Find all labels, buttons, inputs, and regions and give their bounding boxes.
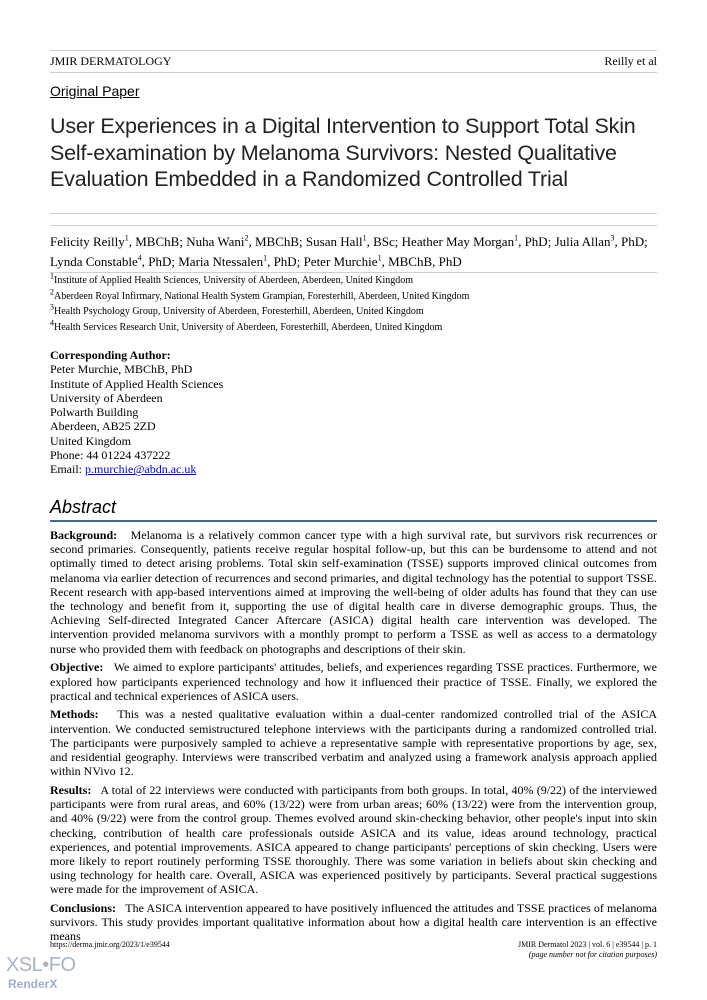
title-rule-1 (50, 213, 657, 214)
footer-citation: JMIR Dermatol 2023 | vol. 6 | e39544 | p. 1 (517, 940, 657, 949)
section-label: Methods: (50, 707, 99, 722)
corresponding-line: Institute of Applied Health Sciences (50, 376, 224, 391)
affiliation-number: 4 (50, 318, 54, 328)
author-affiliation-marker: 4 (137, 253, 142, 263)
corresponding-line: University of Aberdeen (50, 390, 163, 405)
author-name: Nuha Wani (186, 234, 245, 249)
author-name: Felicity Reilly (50, 234, 125, 249)
corresponding-line: Phone: 44 01224 437222 (50, 448, 171, 463)
affiliation-item (50, 320, 657, 336)
author-degree: , MBChB, PhD (381, 253, 462, 269)
corresponding-line: United Kingdom (50, 433, 131, 448)
affiliation-number: 2 (50, 287, 54, 297)
author-name: Maria Ntessalen (178, 253, 264, 269)
article-type: Original Paper (50, 83, 140, 99)
abstract-methods (50, 707, 657, 778)
affiliation-number: 1 (50, 271, 54, 281)
author-name: Heather May Morgan (401, 234, 515, 249)
corresponding-line: Aberdeen, AB25 2ZD (50, 419, 156, 434)
email-link[interactable]: p.murchie@abdn.ac.uk (85, 462, 197, 477)
footer-citation-block (518, 940, 657, 960)
journal-name: JMIR DERMATOLOGY (50, 54, 172, 68)
section-label: Background: (50, 528, 118, 542)
header-bottom-rule (50, 72, 657, 73)
section-label: Objective: (50, 660, 104, 675)
section-text: We aimed to explore participants' attitudes, beliefs, and experiences regarding TSSE practices. Furthermore, we explored how participants experienced technology and how it influenced their practice of TSSE. Finally, we explored the practical and technical experiences of ASICA users. (50, 660, 657, 703)
author-name: Susan Hall (305, 234, 363, 249)
section-text: A total of 22 interviews were conducted with participants from both groups. In total, 40% (9/22) of the interviewed participants were from rural areas, and 60% (13/22) were from urban areas; 60% (13/22) were from the intervention group, and 40% (9/22) were from the control group. Themes evolved around skin-checking behavior, other people's input into skin checking, contribution of health care professionals outside ASICA and its value, ideas around technology, practical experiences, and potential improvements. ASICA appeared to change participants' perceptions of skin checking. Users were more likely to report routinely performing TSSE thoroughly. There was some variation in beliefs about skin checking and using technology for health care. Overall, ASICA was experienced positively by participants. Several practical suggestions were made for the improvement of ASICA. (50, 782, 658, 897)
abstract-objective (50, 660, 657, 703)
section-label: Results: (50, 782, 92, 797)
author-affiliation-marker: 3 (610, 233, 615, 243)
running-header (50, 54, 657, 68)
abstract-body (50, 528, 657, 948)
title-rule-2 (50, 225, 657, 226)
author-name: Lynda Constable (50, 253, 138, 269)
author-affiliation-marker: 1 (362, 233, 367, 243)
section-text: The ASICA intervention appeared to have positively influenced the attitudes and TSSE practices of melanoma survivors. This study provides important qualitative information about how a digital health care intervention is an effective means (50, 901, 657, 944)
abstract-results (50, 783, 657, 897)
affiliation-item (50, 304, 657, 320)
author-affiliation-marker: 1 (263, 253, 268, 263)
affiliation-text: Health Services Research Unit, University of Aberdeen, Foresterhill, Aberdeen, United Kingdom (54, 321, 443, 333)
affiliation-list (50, 273, 657, 335)
affiliation-text: Institute of Applied Health Sciences, University of Aberdeen, Aberdeen, United Kingdom (54, 275, 414, 286)
article-title: User Experiences in a Digital Intervention to Support Total Skin Self-examination by Melanoma Survivors: Nested Qualitative Evaluation Embedded in a Randomized Controlled Trial (50, 114, 636, 191)
affiliation-number: 3 (50, 302, 54, 312)
renderx-watermark: RenderX (8, 977, 58, 991)
author-name: Julia Allan (554, 234, 611, 249)
author-affiliation-marker: 2 (244, 233, 249, 243)
footer-url: https://derma.jmir.org/2023/1/e39544 (50, 940, 170, 949)
author-affiliation-marker: 1 (124, 233, 129, 243)
section-label: Conclusions: (50, 901, 117, 916)
corresponding-line: Peter Murchie, MBChB, PhD (50, 362, 193, 377)
footer-note: (page number not for citation purposes) (528, 950, 657, 959)
author-name: Peter Murchie (303, 253, 378, 269)
header-top-rule (50, 50, 657, 51)
abstract-rule (50, 520, 657, 522)
affiliation-item (50, 273, 657, 289)
affiliation-text: Health Psychology Group, University of Aberdeen, Foresterhill, Aberdeen, United Kingdom (54, 306, 424, 317)
corresponding-line: Polwarth Building (50, 405, 139, 420)
author-list (50, 232, 660, 271)
author-degree: , MBChB; (128, 234, 187, 249)
running-author: Reilly et al (604, 54, 657, 68)
author-degree: , PhD; (267, 253, 304, 269)
author-degree: , MBChB; (248, 234, 306, 249)
author-affiliation-marker: 1 (514, 233, 519, 243)
abstract-conclusions (50, 901, 657, 944)
section-text: Melanoma is a relatively common cancer type with a high survival rate, but survivors risk recurrences or second primaries. Consequently, patients receive regular hospital follow-up, but this can be burdensome to attend and not optimally timed to detect arising problems. Total skin self-examination (TSSE) supports improved clinical outcomes from melanoma via earlier detection of recurrences and second primaries, and digital technology has the potential to support TSSE. Recent research with app-based interventions aimed at improving the well-being of older adults has found that they can use the technology and benefit from it, supporting the use of digital health care in diverse demographic groups. Thus, the Achieving Self-directed Integrated Cancer Aftercare (ASICA) digital health care intervention was developed. The intervention provided melanoma survivors with a monthly prompt to perform a TSSE as well as access to a dermatology nurse who provided them with feedback on photographs and descriptions of their skin. (50, 528, 658, 656)
affiliation-item (50, 289, 657, 305)
abstract-background (50, 528, 657, 656)
corresponding-label: Corresponding Author: (50, 348, 171, 362)
author-degree: , PhD; (518, 234, 555, 249)
corresponding-author (50, 348, 450, 477)
email-line (50, 462, 450, 476)
xslfo-watermark: XSL•FO (6, 954, 76, 976)
email-label: Email: (50, 462, 85, 477)
affiliation-text: Aberdeen Royal Infirmary, National Health System Grampian, Foresterhill, Aberdeen, United Kingdom (54, 290, 470, 302)
author-affiliation-marker: 1 (377, 253, 382, 263)
author-degree: , BSc; (366, 234, 402, 249)
author-degree: , PhD; (614, 234, 648, 249)
author-degree: , PhD; (141, 253, 179, 269)
abstract-heading: Abstract (50, 497, 117, 517)
section-text: This was a nested qualitative evaluation within a dual-center randomized controlled trial of the ASICA intervention. We conducted semistructured telephone interviews with the participants during a randomized controlled trial. The participants were purposively sampled to achieve a representative sample with representative proportions by age, sex, and residential geography. Interviews were transcribed verbatim and analyzed using a framework analysis approach applied within NVivo 12. (50, 707, 657, 779)
